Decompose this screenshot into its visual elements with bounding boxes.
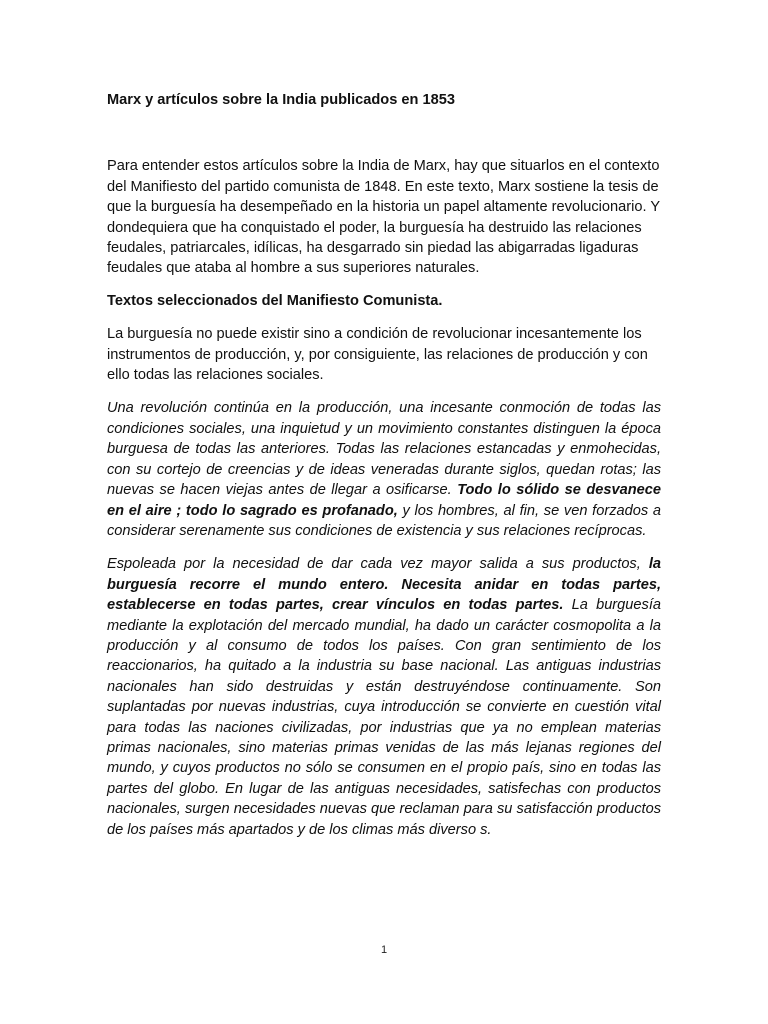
- paragraph-espoleada-text-start: Espoleada por la necesidad de dar cada vez mayor salida a sus productos,: [107, 556, 649, 573]
- document-body: [107, 90, 661, 853]
- intro-paragraph: Para entender estos artículos sobre la India de Marx, hay que situarlos en el contexto del Manifiesto del partido comunista de 1848. En este texto, Marx sostiene la tesis de que la burguesía ha desempeñado en la historia un papel altamente revolucionario. Y dondequiera que ha conquistado el poder, la burguesía ha destruido las relaciones feudales, patriarcales, idílicas, ha desgarrado sin piedad las abigarradas ligaduras feudales que ataba al hombre a sus superiores naturales.: [107, 158, 660, 277]
- paragraph-revolucion-text-start: Una revolución continúa en la producción, una incesante conmoción de todas las condiciones sociales, una inquietud y un movimiento constantes distinguen la época burguesa de todas las anteriores. Todas las relaciones estancadas y enmohecidas, con su cortejo de creencias y de ideas veneradas durante siglos, quedan rotas; las nuevas se hacen viejas antes de llegar a osificarse.: [107, 400, 661, 499]
- page-number: 1: [380, 944, 388, 956]
- document-title: Marx y artículos sobre la India publicados en 1853: [107, 92, 455, 108]
- section-heading: Textos seleccionados del Manifiesto Comunista.: [107, 292, 443, 309]
- paragraph-revolucion: [107, 398, 661, 541]
- paragraph-revolucion-text-end: y los hombres, al fin, se ven forzados a considerar serenamente sus condiciones de existencia y sus relaciones recíprocas.: [107, 502, 661, 539]
- paragraph-espoleada-text-end: La burguesía mediante la explotación del mercado mundial, ha dado un carácter cosmopolita a la producción y al consumo de todos los países. Con gran sentimiento de los reaccionarios, ha quitado a la industria su base nacional. Las antiguas industrias nacionales han sido destruidas y están destruyéndose continuamente. Son suplantadas por nuevas industrias, cuya introducción se convierte en cuestión vital para todas las naciones civilizadas, por industrias que ya no emplean materias primas nacionales, sino materias primas venidas de las más lejanas regiones del mundo, y cuyos productos no sólo se consumen en el propio país, sino en todas las partes del globo. En lugar de las antiguas necesidades, satisfechas con productos nacionales, surgen necesidades nuevas que reclaman para su satisfacción productos de los países más apartados y de los climas más diverso s.: [107, 597, 661, 838]
- paragraph-revolucion-bold-quote: Todo lo sólido se desvanece en el aire ; todo lo sagrado es profanado,: [107, 482, 661, 519]
- paragraph-burguesia: La burguesía no puede existir sino a condición de revolucionar incesantemente los instrumentos de producción, y, por consiguiente, las relaciones de producción y con ello todas las relaciones sociales.: [107, 326, 648, 384]
- paragraph-espoleada: [107, 554, 661, 840]
- paragraph-espoleada-bold-quote: la burguesía recorre el mundo entero. Necesita anidar en todas partes, establecerse en todas partes, crear vínculos en todas partes.: [107, 556, 661, 614]
